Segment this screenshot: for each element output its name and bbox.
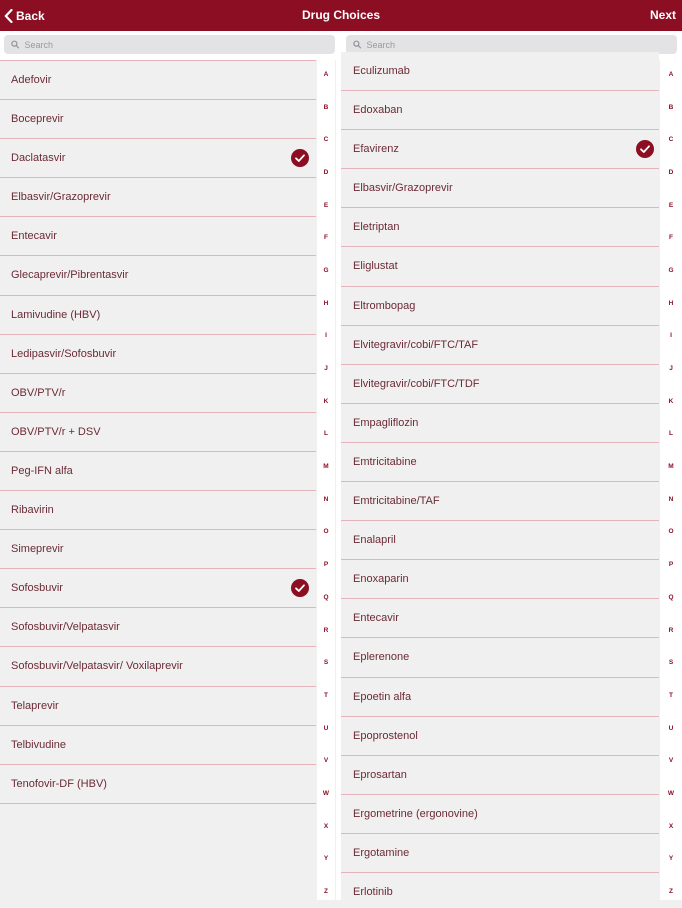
index-letter[interactable]: H — [668, 299, 674, 307]
drug-name: Eprosartan — [353, 768, 407, 781]
index-letter[interactable]: G — [668, 266, 674, 274]
drug-name: Emtricitabine/TAF — [353, 495, 440, 508]
index-letter[interactable]: X — [323, 822, 329, 830]
search-icon — [11, 40, 19, 49]
drug-name: Sofosbuvir/Velpatasvir — [11, 621, 120, 634]
index-letter[interactable]: Z — [669, 888, 673, 896]
drug-name: Telaprevir — [11, 699, 59, 712]
index-letter[interactable]: B — [323, 103, 329, 111]
index-letter[interactable]: Z — [324, 888, 328, 896]
left-search-bar[interactable] — [4, 35, 335, 54]
index-letter[interactable]: M — [323, 463, 329, 471]
right-section-index — [660, 60, 682, 900]
drug-list-item[interactable] — [0, 765, 316, 804]
index-letter[interactable]: R — [323, 626, 329, 634]
drug-name: OBV/PTV/r — [11, 386, 66, 399]
drug-name: Empagliflozin — [353, 416, 419, 429]
drug-name: Peg-IFN alfa — [11, 464, 73, 477]
index-letter[interactable]: L — [324, 430, 328, 438]
drug-name: Sofosbuvir/Velpatasvir/ Voxilaprevir — [11, 660, 183, 673]
drug-name: Elbasvir/Grazoprevir — [353, 182, 453, 195]
drug-name: Emtricitabine — [353, 455, 417, 468]
drug-list-item[interactable] — [0, 100, 316, 139]
drug-list-item[interactable] — [0, 139, 316, 178]
drug-name: Ribavirin — [11, 504, 54, 517]
drug-list-item[interactable] — [341, 208, 659, 247]
drug-list-item[interactable] — [0, 256, 316, 295]
drug-list-item[interactable] — [0, 608, 316, 647]
checkmark-icon — [636, 140, 654, 158]
checkmark-icon — [291, 579, 309, 597]
index-letter[interactable]: G — [323, 266, 329, 274]
drug-list-item[interactable] — [0, 217, 316, 256]
drug-name: Glecaprevir/Pibrentasvir — [11, 269, 129, 282]
index-letter[interactable]: A — [323, 70, 329, 78]
index-letter[interactable]: R — [668, 626, 674, 634]
drug-name: Enalapril — [353, 534, 396, 547]
drug-list-item[interactable] — [341, 365, 659, 404]
index-letter[interactable]: C — [323, 136, 329, 144]
index-letter[interactable]: V — [323, 757, 329, 765]
drug-list-item[interactable] — [0, 61, 316, 100]
drug-list-item[interactable] — [341, 834, 659, 873]
drug-list-item[interactable] — [0, 178, 316, 217]
index-letter[interactable]: F — [324, 234, 328, 242]
page-title: Drug Choices — [301, 8, 380, 22]
index-letter[interactable]: T — [669, 691, 673, 699]
index-letter[interactable]: J — [324, 365, 328, 373]
drug-list-item[interactable] — [341, 678, 659, 717]
drug-name: Ergometrine (ergonovine) — [353, 807, 478, 820]
drug-name: Erlotinib — [353, 885, 393, 898]
chevron-left-icon — [4, 9, 13, 23]
drug-list-item[interactable] — [341, 443, 659, 482]
drug-list-item[interactable] — [341, 91, 659, 130]
drug-list-item[interactable] — [341, 873, 659, 900]
index-letter[interactable]: N — [323, 495, 329, 503]
index-letter[interactable]: K — [668, 397, 674, 405]
index-letter[interactable]: E — [668, 201, 674, 209]
index-letter[interactable]: S — [668, 659, 674, 667]
index-letter[interactable]: H — [323, 299, 329, 307]
drug-name: Eplerenone — [353, 651, 410, 664]
index-letter[interactable]: D — [323, 168, 329, 176]
drug-name: Daclatasvir — [11, 152, 66, 165]
index-letter[interactable]: O — [323, 528, 329, 536]
left-section-index — [317, 60, 335, 900]
right-drug-list — [341, 52, 659, 900]
index-letter[interactable]: T — [324, 691, 328, 699]
drug-name: Epoprostenol — [353, 729, 418, 742]
index-letter[interactable]: L — [669, 430, 673, 438]
navigation-bar — [0, 0, 682, 31]
index-letter[interactable]: Q — [668, 593, 674, 601]
drug-list-item[interactable] — [341, 247, 659, 286]
drug-name: Elvitegravir/cobi/FTC/TDF — [353, 377, 480, 390]
drug-list-item[interactable] — [0, 530, 316, 569]
index-letter[interactable]: A — [668, 70, 674, 78]
index-letter[interactable]: M — [668, 463, 674, 471]
index-letter[interactable]: C — [668, 136, 674, 144]
drug-name: Ergotamine — [353, 846, 410, 859]
drug-list-item[interactable] — [0, 296, 316, 335]
drug-name: Telbivudine — [11, 738, 67, 751]
drug-list-item[interactable] — [341, 52, 659, 91]
drug-list-item[interactable] — [341, 521, 659, 560]
index-letter[interactable]: O — [668, 528, 674, 536]
drug-list-item[interactable] — [0, 335, 316, 374]
drug-list-item[interactable] — [341, 482, 659, 521]
drug-list-item[interactable] — [0, 413, 316, 452]
drug-name: Eliglustat — [353, 260, 398, 273]
drug-list-item[interactable] — [0, 374, 316, 413]
drug-name: Entecavir — [353, 612, 399, 625]
index-letter[interactable]: P — [668, 561, 674, 569]
drug-list-item[interactable] — [0, 452, 316, 491]
drug-name: Lamivudine (HBV) — [11, 308, 101, 321]
back-button[interactable] — [4, 0, 45, 31]
index-letter[interactable]: U — [323, 724, 329, 732]
drug-list-item[interactable] — [341, 795, 659, 834]
index-letter[interactable]: K — [323, 397, 329, 405]
drug-list-item[interactable] — [341, 287, 659, 326]
drug-name: Entecavir — [11, 230, 57, 243]
right-search-input[interactable] — [366, 40, 677, 50]
index-letter[interactable]: U — [668, 724, 674, 732]
index-letter[interactable]: S — [323, 659, 329, 667]
index-letter[interactable]: B — [668, 103, 674, 111]
index-letter[interactable]: I — [670, 332, 672, 340]
drug-list-item[interactable] — [341, 717, 659, 756]
drug-list-item[interactable] — [341, 169, 659, 208]
drug-name: Tenofovir-DF (HBV) — [11, 777, 107, 790]
index-letter[interactable]: Q — [323, 593, 329, 601]
left-search-input[interactable] — [24, 40, 335, 50]
drug-list-item[interactable] — [0, 687, 316, 726]
drug-name: Elbasvir/Grazoprevir — [11, 191, 111, 204]
drug-list-item[interactable] — [341, 599, 659, 638]
drug-name: Boceprevir — [11, 113, 64, 126]
drug-list-item[interactable] — [0, 491, 316, 530]
drug-list-item[interactable] — [341, 404, 659, 443]
drug-name: Adefovir — [11, 74, 52, 86]
drug-name: Sofosbuvir — [11, 582, 63, 595]
left-drug-list — [0, 60, 316, 901]
next-button[interactable]: Next — [649, 8, 676, 22]
checkmark-icon — [291, 149, 309, 167]
drug-name: Ledipasvir/Sofosbuvir — [11, 347, 117, 360]
index-letter[interactable]: V — [668, 757, 674, 765]
drug-list-item[interactable] — [0, 569, 316, 608]
index-letter[interactable]: W — [322, 789, 330, 797]
drug-list-item[interactable] — [341, 560, 659, 599]
drug-list-item[interactable] — [0, 647, 316, 686]
index-letter[interactable]: E — [323, 201, 329, 209]
drug-name: Simeprevir — [11, 543, 64, 556]
drug-name: Enoxaparin — [353, 573, 409, 586]
drug-name: Edoxaban — [353, 104, 403, 117]
index-letter[interactable]: W — [667, 789, 675, 797]
drug-list-item[interactable] — [341, 130, 659, 169]
index-letter[interactable]: Y — [668, 855, 674, 863]
drug-list-item[interactable] — [341, 326, 659, 365]
index-letter[interactable]: F — [669, 234, 673, 242]
drug-name: OBV/PTV/r + DSV — [11, 425, 101, 438]
index-letter[interactable]: D — [668, 168, 674, 176]
drug-name: Elvitegravir/cobi/FTC/TAF — [353, 338, 479, 351]
index-letter[interactable]: X — [668, 822, 674, 830]
drug-name: Epoetin alfa — [353, 690, 412, 703]
index-letter[interactable]: I — [325, 332, 327, 340]
drug-name: Eletriptan — [353, 221, 400, 234]
drug-name: Eltrombopag — [353, 299, 416, 312]
drug-list-item[interactable] — [0, 726, 316, 765]
drug-name: Efavirenz — [353, 143, 399, 156]
drug-name: Eculizumab — [353, 65, 410, 77]
search-icon — [353, 40, 361, 49]
index-letter[interactable]: N — [668, 495, 674, 503]
drug-list-item[interactable] — [341, 756, 659, 795]
back-label: Back — [16, 8, 45, 23]
drug-list-item[interactable] — [341, 638, 659, 677]
index-letter[interactable]: P — [323, 561, 329, 569]
index-letter[interactable]: J — [669, 365, 673, 373]
index-letter[interactable]: Y — [323, 855, 329, 863]
